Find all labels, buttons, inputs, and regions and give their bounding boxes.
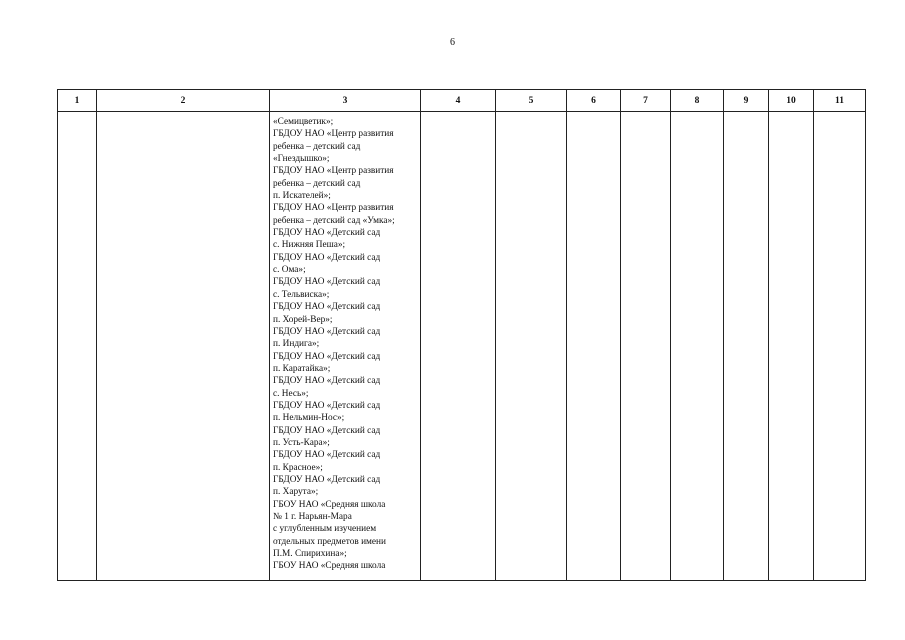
header-col-11: 11	[814, 90, 866, 112]
cell-col-7	[621, 112, 671, 581]
table-row	[58, 112, 866, 581]
header-col-2: 2	[97, 90, 270, 112]
institution-line: п. Каратайка»;	[273, 363, 331, 374]
header-col-7: 7	[621, 90, 671, 112]
institution-line: ГБОУ НАО «Средняя школа	[273, 499, 386, 510]
institution-line: ГБДОУ НАО «Детский сад	[273, 277, 381, 288]
cell-col-3	[270, 112, 421, 581]
institution-line: с углубленным изучением	[273, 524, 377, 535]
cell-col-10	[769, 112, 814, 581]
institution-line: п. Усть-Кара»;	[273, 437, 330, 448]
institution-line: ГБДОУ НАО «Детский сад	[273, 425, 381, 436]
institution-line: п. Искателей»;	[273, 191, 331, 202]
institution-line: п. Нельмин-Нос»;	[273, 413, 345, 424]
cell-col-1	[58, 112, 97, 581]
institution-line: ребенка – детский сад	[273, 141, 361, 152]
table-header-row	[58, 90, 866, 112]
page-number: 6	[450, 37, 455, 48]
institution-line: п. Хорей-Вер»;	[273, 314, 333, 325]
institution-line: отдельных предметов имени	[273, 536, 387, 547]
institution-line: ГБДОУ НАО «Центр развития	[273, 203, 394, 214]
header-col-9: 9	[724, 90, 769, 112]
institution-line: с. Несь»;	[273, 388, 309, 399]
institution-line: с. Ома»;	[273, 265, 306, 276]
institution-line: ГБОУ НАО «Средняя школа	[273, 561, 386, 572]
institution-line: ГБДОУ НАО «Детский сад	[273, 400, 381, 411]
institution-line: с. Нижняя Пеша»;	[273, 240, 346, 251]
institution-list	[270, 112, 420, 573]
header-col-10: 10	[769, 90, 814, 112]
institution-line: п. Красное»;	[273, 462, 323, 473]
cell-col-6	[567, 112, 621, 581]
institution-line: ГБДОУ НАО «Центр развития	[273, 129, 394, 140]
header-col-6: 6	[567, 90, 621, 112]
document-table	[57, 89, 866, 581]
institution-line: П.М. Спирихина»;	[273, 549, 347, 560]
institution-line: ГБДОУ НАО «Детский сад	[273, 450, 381, 461]
header-col-5: 5	[496, 90, 567, 112]
institution-line: ГБДОУ НАО «Детский сад	[273, 376, 381, 387]
institution-line: ГБДОУ НАО «Детский сад	[273, 326, 381, 337]
cell-col-5	[496, 112, 567, 581]
institution-line: с. Тельвиска»;	[273, 289, 330, 300]
institution-line: ГБДОУ НАО «Детский сад	[273, 351, 381, 362]
header-col-4: 4	[421, 90, 496, 112]
institution-line: «Гнездышко»;	[273, 154, 330, 165]
institution-line: ребенка – детский сад «Умка»;	[273, 215, 395, 226]
institution-line: ребенка – детский сад	[273, 178, 361, 189]
institution-line: ГБДОУ НАО «Центр развития	[273, 166, 394, 177]
cell-col-2	[97, 112, 270, 581]
institution-line: п. Харута»;	[273, 487, 319, 498]
institution-line: ГБДОУ НАО «Детский сад	[273, 228, 381, 239]
institution-line: «Семицветик»;	[273, 117, 334, 127]
institution-line: ГБДОУ НАО «Детский сад	[273, 302, 381, 313]
cell-col-8	[671, 112, 724, 581]
cell-col-4	[421, 112, 496, 581]
institution-line: № 1 г. Нарьян-Мара	[273, 512, 352, 522]
institution-line: ГБДОУ НАО «Детский сад	[273, 474, 381, 485]
header-col-3: 3	[270, 90, 421, 112]
header-col-8: 8	[671, 90, 724, 112]
cell-col-11	[814, 112, 866, 581]
cell-col-9	[724, 112, 769, 581]
institution-line: ГБДОУ НАО «Детский сад	[273, 252, 381, 263]
header-col-1: 1	[58, 90, 97, 112]
institution-line: п. Индига»;	[273, 339, 320, 350]
